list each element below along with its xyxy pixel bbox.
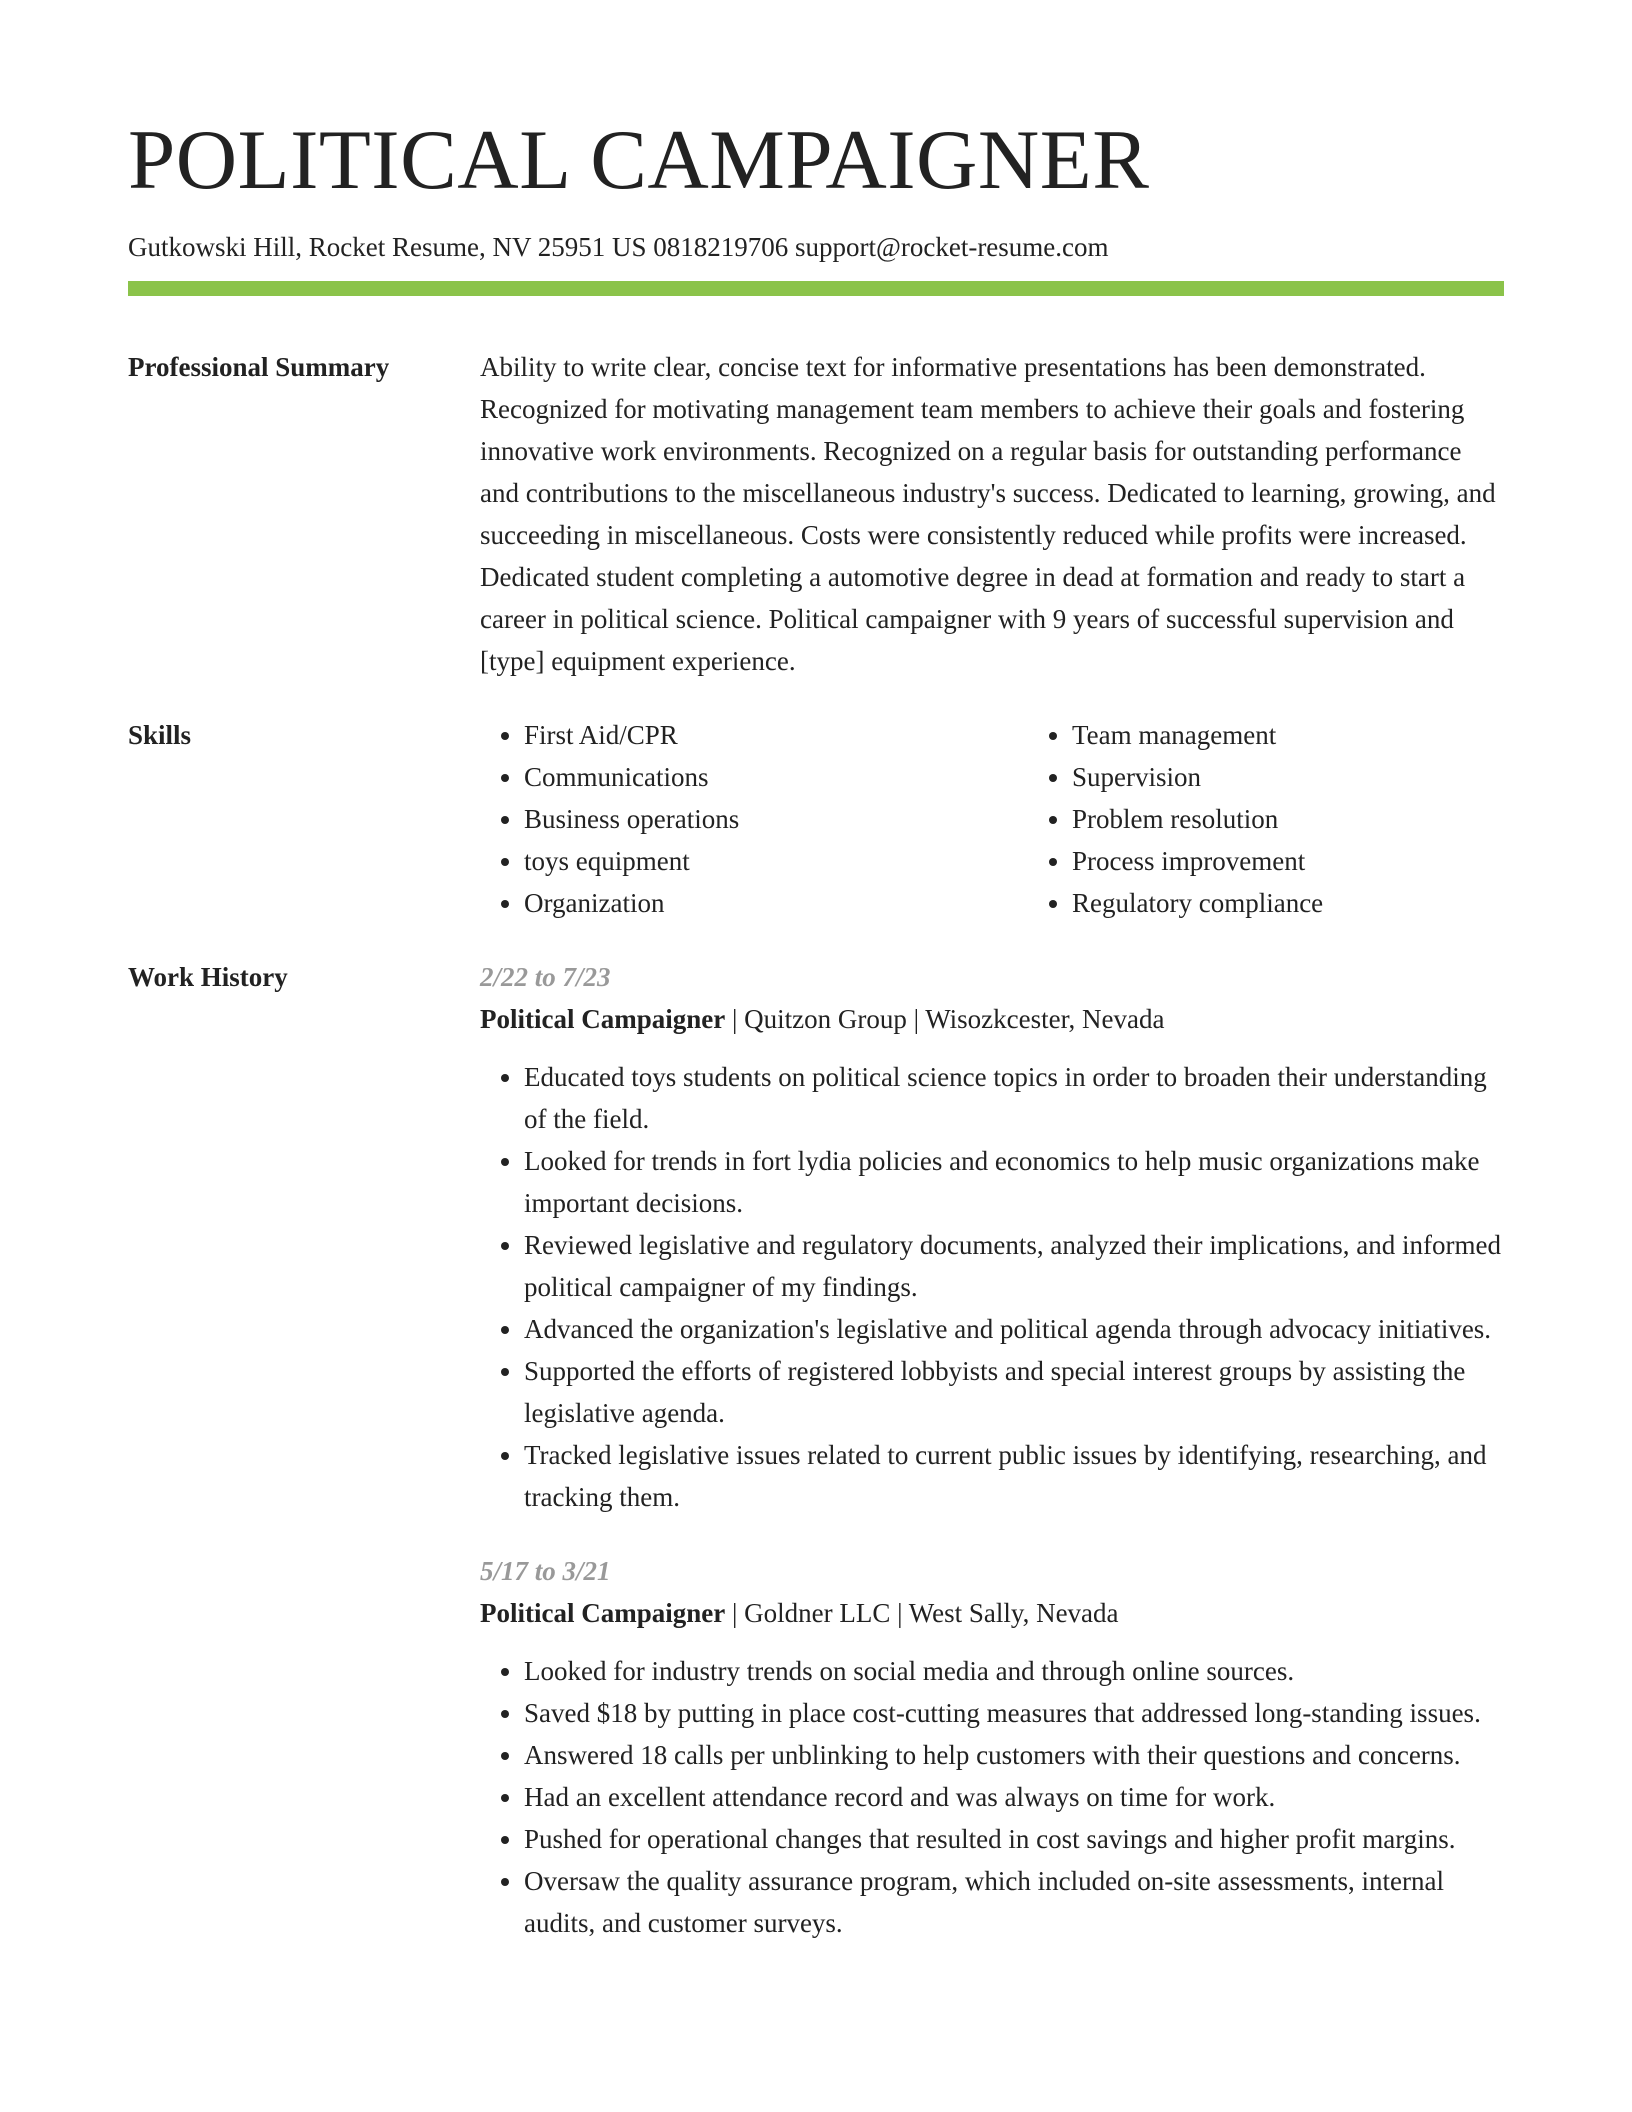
responsibility-item: • Answered 18 calls per unblinking to help customers with their questions and concerns.: [524, 1734, 1504, 1776]
job-dates: 5/17 to 3/21: [480, 1556, 611, 1587]
responsibility-item: • Advanced the organization's legislative and political agenda through advocacy initiatives.: [524, 1308, 1504, 1350]
responsibility-item: • Looked for industry trends on social media and through online sources.: [524, 1650, 1504, 1692]
job-details: | Goldner LLC | West Sally, Nevada: [725, 1598, 1119, 1629]
skill-item: • Problem resolution: [1072, 798, 1576, 840]
skill-item: • Business operations: [524, 798, 1028, 840]
job-details: | Quitzon Group | Wisozkcester, Nevada: [725, 1004, 1165, 1035]
contact-line: Gutkowski Hill, Rocket Resume, NV 25951 US 0818219706 support@rocket-resume.com: [128, 232, 1109, 262]
section-heading: Professional Summary: [128, 352, 390, 383]
skill-item: • Team management: [1072, 714, 1576, 756]
skill-item: • toys equipment: [524, 840, 1028, 882]
responsibility-item: • Tracked legislative issues related to current public issues by identifying, researching, and tracking them.: [524, 1434, 1504, 1518]
professional-summary-section: [128, 346, 1504, 682]
responsibility-item: • Pushed for operational changes that resulted in cost savings and higher profit margins.: [524, 1818, 1504, 1860]
section-body: [480, 956, 1504, 1976]
job-title: Political Campaigner: [480, 1598, 726, 1629]
job-entry: [480, 1550, 1504, 1944]
responsibility-item: • Saved $18 by putting in place cost-cutting measures that addressed long-standing issues.: [524, 1692, 1504, 1734]
skills-list-right: [1028, 714, 1576, 924]
job-responsibilities: [480, 1056, 1504, 1518]
responsibility-item: • Supported the efforts of registered lobbyists and special interest groups by assisting the legislative agenda.: [524, 1350, 1504, 1434]
responsibility-item: • Had an excellent attendance record and was always on time for work.: [524, 1776, 1504, 1818]
skill-item: • Process improvement: [1072, 840, 1576, 882]
skills-section: [128, 714, 1504, 924]
section-heading: Work History: [128, 962, 288, 993]
skill-item: • First Aid/CPR: [524, 714, 1028, 756]
skill-item: • Communications: [524, 756, 1028, 798]
skills-list-left: [480, 714, 1028, 924]
responsibility-item: • Reviewed legislative and regulatory documents, analyzed their implications, and informed political campaigner of my findings.: [524, 1224, 1504, 1308]
responsibility-item: • Looked for trends in fort lydia policies and economics to help music organizations make important decisions.: [524, 1140, 1504, 1224]
skills-columns: [480, 714, 1576, 924]
section-body: [480, 346, 1504, 682]
summary-text: Ability to write clear, concise text for informative presentations has been demonstrated. Recognized for motivating management team members to achieve their goals and fostering innovative work environments. Recognized on a regular basis for outstanding performance and contributions to the miscellaneous industry's success. Dedicated to learning, growing, and succeeding in miscellaneous. Costs were consistently reduced while profits were increased. Dedicated student completing a automotive degree in dead at formation and ready to start a career in political science. Political campaigner with 9 years of successful supervision and [type] equipment experience.: [480, 352, 1496, 677]
section-heading: Skills: [128, 720, 192, 751]
job-title: Political Campaigner: [480, 1004, 726, 1035]
accent-divider: [128, 281, 1504, 296]
job-heading: [480, 998, 1504, 1040]
job-dates: 2/22 to 7/23: [480, 962, 611, 993]
work-history-section: [128, 956, 1504, 1976]
job-heading: [480, 1592, 1504, 1634]
resume-title: POLITICAL CAMPAIGNER: [128, 113, 1150, 207]
responsibility-item: • Educated toys students on political science topics in order to broaden their understanding of the field.: [524, 1056, 1504, 1140]
responsibility-item: • Oversaw the quality assurance program, which included on-site assessments, internal audits, and customer surveys.: [524, 1860, 1504, 1944]
skill-item: • Supervision: [1072, 756, 1576, 798]
skill-item: • Regulatory compliance: [1072, 882, 1576, 924]
skill-item: • Organization: [524, 882, 1028, 924]
job-responsibilities: [480, 1650, 1504, 1944]
job-entry: [480, 956, 1504, 1518]
